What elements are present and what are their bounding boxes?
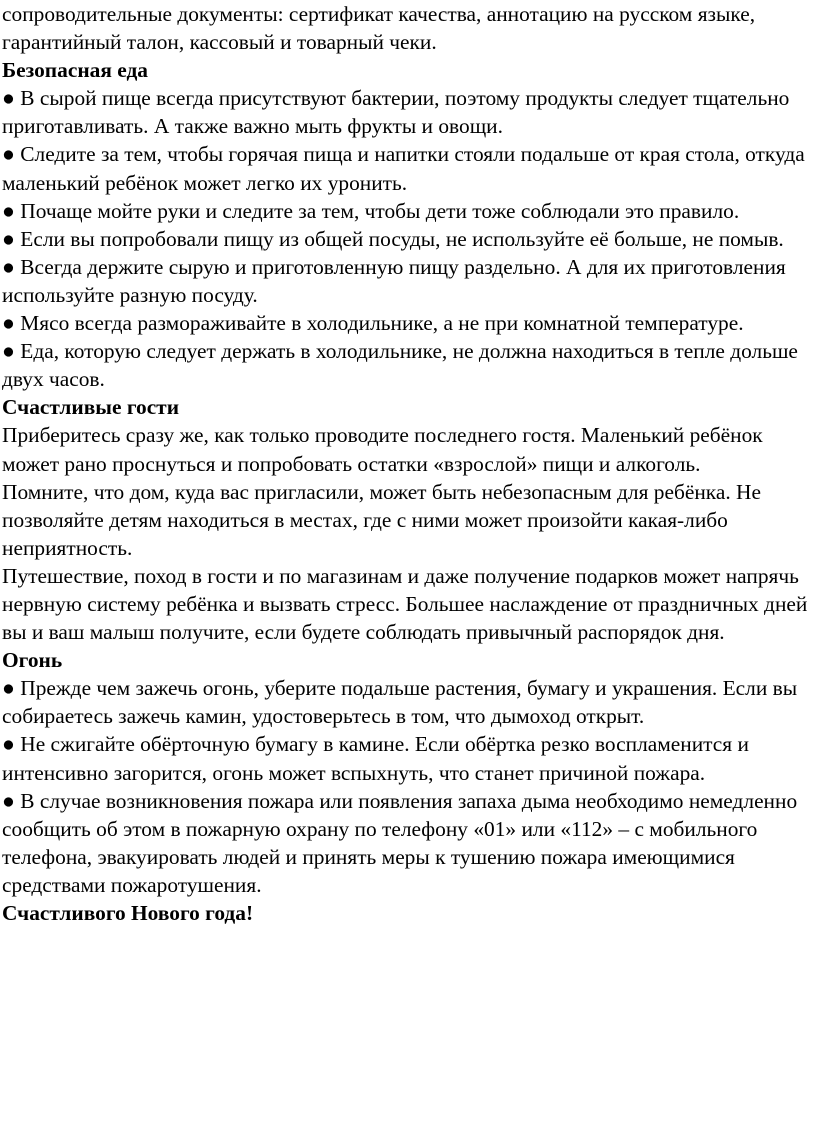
safe-food-item-3: ● Почаще мойте руки и следите за тем, чтобы дети тоже соблюдали это правило. xyxy=(2,198,740,223)
safe-food-item-6: ● Мясо всегда размораживайте в холодильнике, а не при комнатной температуре. xyxy=(2,311,744,336)
section-heading-happy-guests: Счастливые гости xyxy=(2,395,180,420)
safe-food-item-4: ● Если вы попробовали пищу из общей посуды, не используйте её больше, не помыв. xyxy=(2,226,784,251)
section-heading-fire: Огонь xyxy=(2,648,63,673)
happy-guests-paragraph-3: Путешествие, поход в гости и по магазинам и даже получение подарков может напрячь нервную систему ребёнка и вызвать стресс. Большее наслаждение от праздничных дней вы и ваш малыш получите, если будете соблюдать привычный распорядок дня. xyxy=(2,563,808,645)
happy-guests-paragraph-2: Помните, что дом, куда вас пригласили, может быть небезопасным для ребёнка. Не позволяйте детям находиться в местах, где с ними может произойти какая-либо неприятность. xyxy=(2,479,761,560)
document-page xyxy=(2,0,814,927)
intro-paragraph: сопроводительные документы: сертификат качества, аннотацию на русском языке, гарантийный талон, кассовый и товарный чеки. xyxy=(2,2,756,55)
safe-food-item-1: ● В сырой пище всегда присутствуют бактерии, поэтому продукты следует тщательно приготавливать. А также важно мыть фрукты и овощи. xyxy=(2,86,790,139)
safe-food-item-5: ● Всегда держите сырую и приготовленную пищу раздельно. А для их приготовления используйте разную посуду. xyxy=(2,254,786,307)
safe-food-item-2: ● Следите за тем, чтобы горячая пища и напитки стояли подальше от края стола, откуда маленький ребёнок может легко их уронить. xyxy=(2,142,805,195)
fire-item-3: ● В случае возникновения пожара или появления запаха дыма необходимо немедленно сообщить об этом в пожарную охрану по телефону «01» или «112» – с мобильного телефона, эвакуировать людей и принять меры к тушению пожара имеющимися средствами пожаротушения. xyxy=(2,788,798,897)
safe-food-item-7: ● Еда, которую следует держать в холодильнике, не должна находиться в тепле дольше двух часов. xyxy=(2,339,798,392)
section-heading-safe-food: Безопасная еда xyxy=(2,58,148,83)
happy-guests-paragraph-1: Приберитесь сразу же, как только проводите последнего гостя. Маленький ребёнок может рано проснуться и попробовать остатки «взрослой» пищи и алкоголь. xyxy=(2,423,763,476)
closing-greeting: Счастливого Нового года! xyxy=(2,901,254,925)
fire-item-2: ● Не сжигайте обёрточную бумагу в камине. Если обёртка резко воспламенится и интенсивно загорится, огонь может вспыхнуть, что станет причиной пожара. xyxy=(2,732,749,785)
fire-item-1: ● Прежде чем зажечь огонь, уберите подальше растения, бумагу и украшения. Если вы собираетесь зажечь камин, удостоверьтесь в том, что дымоход открыт. xyxy=(2,676,798,729)
